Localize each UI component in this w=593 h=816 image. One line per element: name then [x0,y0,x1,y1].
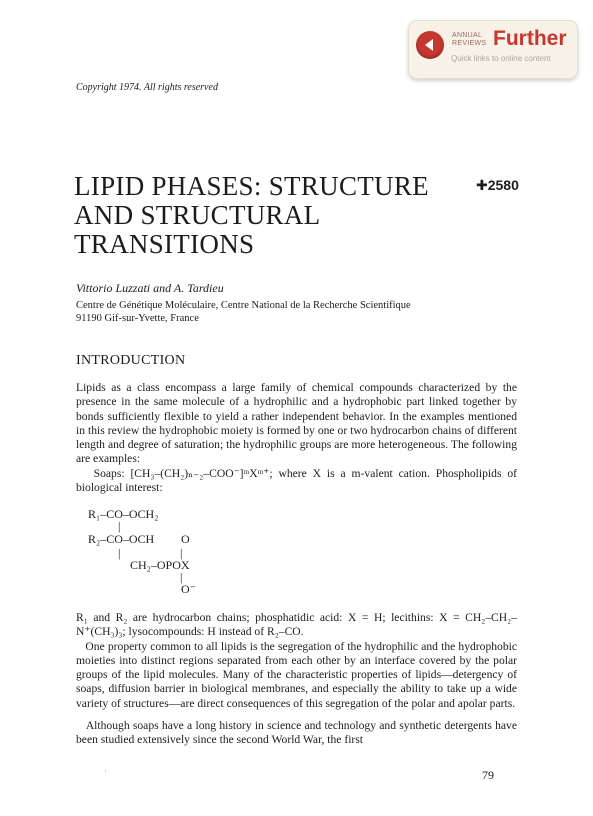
further-tagline: Quick links to online content [451,54,551,63]
chem-bond: | [118,546,121,560]
further-label: Further [493,27,567,50]
paragraph-text: Although soaps have a long history in science and technology and synthetic detergents have been studied extensively since the second World War, the first [76,719,517,747]
article-code [476,177,519,194]
section-heading: INTRODUCTION [76,353,186,368]
article-title [74,172,429,259]
affiliation-line: Centre de Génétique Moléculaire, Centre National de la Recherche Scientifique [76,300,411,311]
margin-mark: ' [105,769,107,777]
body-paragraph [76,719,517,748]
page-number: 79 [482,768,494,782]
affiliation [76,299,411,325]
chem-bond: | [118,519,121,533]
chem-bond: | [180,570,183,584]
chem-oxygen: O [181,532,190,546]
title-line: LIPID PHASES: STRUCTURE [74,171,429,201]
authors: Vittorio Luzzati and A. Tardieu [76,281,224,295]
soaps-formula-text: Soaps: [CH₃–(CH₂)ₙ₋₂–COO⁻]ᵐXᵐ⁺; where X is a m-valent cation. Phospholipids of biological interest: [76,466,517,495]
annual-reviews-logo: ANNUAL REVIEWS [452,32,487,47]
body-paragraph [76,381,517,495]
chem-r1-group: R₁–CO–OCH₂ [88,507,159,521]
title-line: TRANSITIONS [74,229,255,259]
paragraph-text: R₁ and R₂ are hydrocarbon chains; phosphatidic acid: X = H; lecithins: X = CH₂–CH₂–N⁺(CH₃)₃; lysocompounds: H instead of R₂–CO. [76,611,517,639]
cross-icon: ✚ [476,177,488,193]
article-code-number: 2580 [487,177,519,193]
chem-oxygen-anion: O⁻ [181,582,196,596]
further-badge[interactable] [408,20,578,79]
chem-r2-group: R₂–CO–OCH [88,532,155,546]
copyright-notice: Copyright 1974. All rights reserved [76,82,218,93]
chem-bond: | [180,546,183,560]
affiliation-line: 91190 Gif-sur-Yvette, France [76,313,199,324]
chem-phosphate-group: CH₂–OPOX [130,558,190,572]
body-paragraph [76,611,517,711]
back-arrow-icon[interactable] [416,31,444,59]
paragraph-text: Lipids as a class encompass a large family of chemical compounds characterized by the presence in the same molecule of a hydrophilic and a hydrophobic part linked together by bonds sufficiently flexible to yield a rather independent behavior. In the examples mentioned in this review the hydrophobic moiety is formed by one or two hydrocarbon chains of different length and degree of saturation; the hydrophilic groups are more heterogeneous. The following are examples: [76,381,517,466]
paragraph-text: One property common to all lipids is the segregation of the hydrophilic and the hydrophobic moieties into distinct regions separated from each other by an interface covered by the polar groups of the lipid molecules. Many of the characteristic properties of lipids—detergency of soaps, diffusion barrier in biological membranes, and especially the ability to take up a wide variety of structures—are direct consequences of this segregation of the polar and apolar parts. [76,639,518,710]
title-line: AND STRUCTURAL [74,200,321,230]
